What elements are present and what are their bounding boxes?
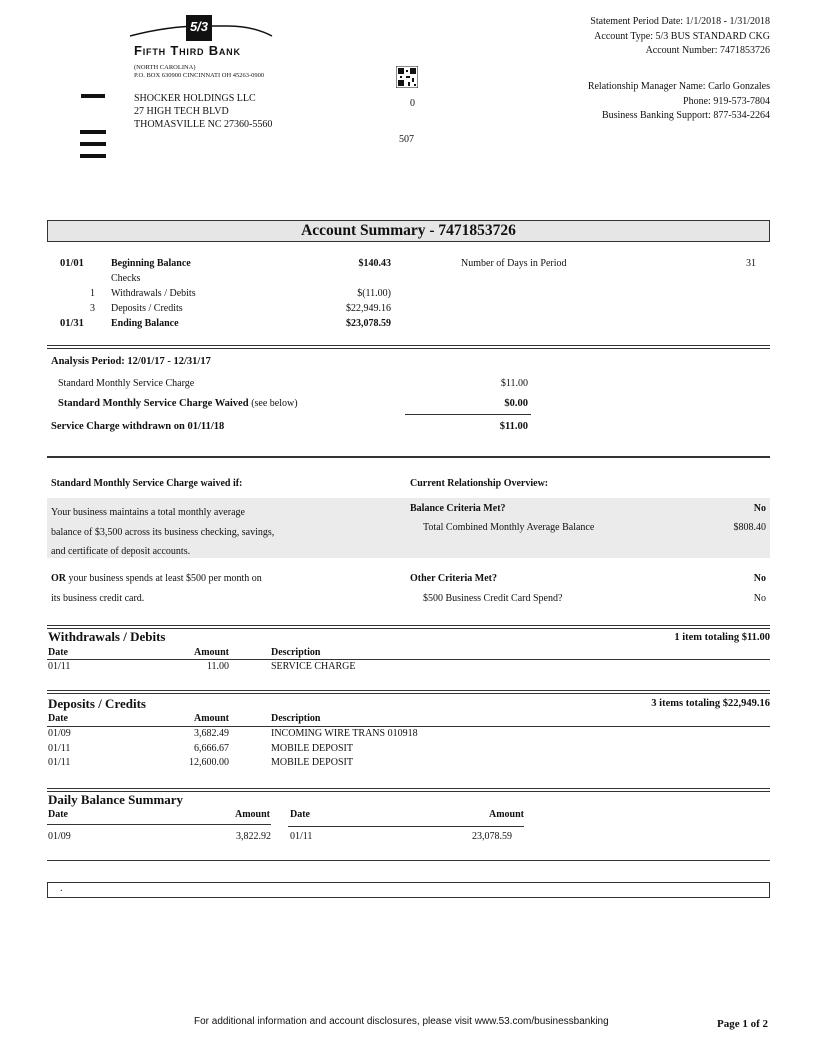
subtotal-rule bbox=[405, 414, 531, 415]
postal-mark bbox=[80, 130, 106, 134]
divider bbox=[47, 860, 770, 861]
spend-value: No bbox=[753, 593, 766, 604]
relationship-manager: Relationship Manager Name: Carlo Gonzales bbox=[587, 81, 770, 92]
address-line-1: SHOCKER HOLDINGS LLC bbox=[134, 93, 256, 104]
deposits-amount-header: Amount bbox=[193, 713, 229, 724]
daily-date-header-1: Date bbox=[48, 809, 68, 820]
deposits-total: 3 items totaling $22,949.16 bbox=[651, 698, 770, 709]
summary-label: Withdrawals / Debits bbox=[111, 288, 196, 299]
criteria-text-1-line-3: and certificate of deposit accounts. bbox=[51, 546, 191, 557]
service-charge-label: Standard Monthly Service Charge bbox=[58, 378, 195, 389]
deposit-date: 01/11 bbox=[48, 742, 71, 754]
daily-amount-header-1: Amount bbox=[234, 809, 270, 820]
relationship-info bbox=[588, 80, 770, 124]
bank-po-box: P.O. BOX 630900 CINCINNATI OH 45263-0900 bbox=[134, 72, 265, 79]
days-label: Number of Days in Period bbox=[461, 258, 567, 269]
note-box-text: . bbox=[60, 883, 63, 894]
withdrawn-label: Service Charge withdrawn on 01/11/18 bbox=[51, 421, 225, 432]
address-line-3: THOMASVILLE NC 27360-5560 bbox=[134, 119, 273, 130]
deposit-date: 01/09 bbox=[48, 728, 71, 739]
code-a: 0 bbox=[410, 98, 415, 109]
waived-row bbox=[58, 398, 298, 409]
balance-criteria-value: No bbox=[753, 503, 766, 514]
summary-label: Deposits / Credits bbox=[111, 303, 183, 314]
summary-date: 01/31 bbox=[60, 318, 84, 329]
summary-label: Beginning Balance bbox=[111, 258, 191, 269]
service-charge-amount: $11.00 bbox=[500, 378, 528, 389]
deposits-date-header: Date bbox=[48, 713, 68, 724]
daily-date-header-2: Date bbox=[290, 809, 310, 820]
account-summary-title: Account Summary - 7471853726 bbox=[301, 222, 516, 239]
criteria-text-1 bbox=[51, 503, 274, 562]
bank-state: (NORTH CAROLINA) bbox=[134, 64, 196, 71]
criteria-text-2-line-1 bbox=[51, 573, 262, 584]
withdrawals-description-header: Description bbox=[271, 647, 321, 658]
summary-label: Checks bbox=[111, 273, 141, 284]
table-header-rule bbox=[47, 659, 770, 660]
other-criteria-label: Other Criteria Met? bbox=[410, 573, 497, 584]
daily-amount-2: 23,078.59 bbox=[472, 831, 512, 842]
statement-period: Statement Period Date: 1/1/2018 - 1/31/2018 bbox=[590, 16, 770, 27]
analysis-period: Analysis Period: 12/01/17 - 12/31/17 bbox=[51, 356, 211, 367]
summary-count: 1 bbox=[90, 288, 95, 299]
footer-text: For additional information and account disclosures, please visit www.53.com/businessbanking bbox=[194, 1016, 609, 1027]
criteria-text-2-line-2: its business credit card. bbox=[51, 593, 145, 604]
deposit-amount: 6,666.67 bbox=[194, 742, 229, 754]
deposits-description-header: Description bbox=[271, 713, 321, 724]
summary-amount: $140.43 bbox=[358, 258, 391, 269]
deposit-description: INCOMING WIRE TRANS 010918 bbox=[271, 728, 418, 739]
waived-note: (see below) bbox=[251, 398, 298, 409]
daily-amount-1: 3,822.92 bbox=[236, 831, 271, 842]
withdrawals-title: Withdrawals / Debits bbox=[48, 629, 166, 644]
spend-label: $500 Business Credit Card Spend? bbox=[423, 593, 563, 604]
daily-header-rule bbox=[288, 826, 524, 827]
daily-date-1: 01/09 bbox=[48, 831, 71, 842]
combined-balance-label: Total Combined Monthly Average Balance bbox=[423, 522, 595, 533]
summary-amount: $22,949.16 bbox=[346, 303, 391, 314]
account-number: Account Number: 7471853726 bbox=[645, 45, 770, 56]
criteria-text-1-line-1: Your business maintains a total monthly average bbox=[51, 507, 245, 518]
withdrawals-total: 1 item totaling $11.00 bbox=[674, 632, 770, 643]
address-line-2: 27 HIGH TECH BLVD bbox=[134, 106, 229, 117]
other-criteria-value: No bbox=[753, 573, 766, 584]
criteria-text-2-rest: your business spends at least $500 per month on bbox=[66, 573, 262, 584]
divider bbox=[47, 456, 770, 458]
withdrawal-description: SERVICE CHARGE bbox=[271, 661, 356, 672]
withdrawn-amount: $11.00 bbox=[499, 421, 528, 432]
deposits-title: Deposits / Credits bbox=[48, 696, 146, 711]
manager-phone: Phone: 919-573-7804 bbox=[683, 95, 770, 107]
daily-header-rule bbox=[47, 824, 271, 825]
divider bbox=[47, 345, 770, 349]
daily-amount-header-2: Amount bbox=[488, 809, 524, 820]
account-summary-banner bbox=[47, 220, 770, 242]
deposit-amount: 12,600.00 bbox=[189, 757, 229, 768]
postal-mark bbox=[80, 142, 106, 146]
logo-mark: 5/3 bbox=[189, 19, 209, 34]
or-word: OR bbox=[51, 573, 66, 584]
bank-name: Fifth Third Bank bbox=[134, 43, 241, 58]
customer-address bbox=[134, 92, 272, 131]
withdrawals-amount-header: Amount bbox=[193, 647, 229, 658]
deposit-description: MOBILE DEPOSIT bbox=[271, 742, 353, 754]
waiver-heading: Standard Monthly Service Charge waived if: bbox=[51, 478, 243, 489]
waived-amount: $0.00 bbox=[504, 398, 528, 409]
page-number: Page 1 of 2 bbox=[716, 1018, 768, 1030]
days-value: 31 bbox=[746, 258, 756, 269]
summary-count: 3 bbox=[90, 303, 95, 314]
deposit-amount: 3,682.49 bbox=[194, 728, 229, 739]
withdrawal-date: 01/11 bbox=[48, 661, 71, 672]
postal-mark bbox=[81, 94, 105, 98]
withdrawals-date-header: Date bbox=[48, 647, 68, 658]
overview-heading: Current Relationship Overview: bbox=[410, 478, 549, 489]
code-b: 507 bbox=[399, 134, 414, 145]
qr-code-icon bbox=[396, 66, 418, 88]
summary-label: Ending Balance bbox=[111, 318, 179, 329]
summary-amount: $23,078.59 bbox=[346, 318, 391, 329]
table-header-rule bbox=[47, 726, 770, 727]
support-phone: Business Banking Support: 877-534-2264 bbox=[601, 110, 770, 121]
summary-date: 01/01 bbox=[60, 258, 84, 269]
deposit-date: 01/11 bbox=[48, 757, 71, 768]
balance-criteria-label: Balance Criteria Met? bbox=[410, 503, 506, 514]
statement-info bbox=[590, 15, 770, 59]
daily-balance-title: Daily Balance Summary bbox=[48, 792, 184, 807]
withdrawal-amount: 11.00 bbox=[206, 661, 229, 672]
criteria-text-1-line-2: balance of $3,500 across its business checking, savings, bbox=[51, 526, 275, 538]
daily-date-2: 01/11 bbox=[290, 831, 313, 842]
combined-balance-value: $808.40 bbox=[733, 522, 766, 533]
postal-mark bbox=[80, 154, 106, 158]
divider bbox=[47, 690, 770, 694]
account-type: Account Type: 5/3 BUS STANDARD CKG bbox=[594, 30, 770, 42]
deposit-description: MOBILE DEPOSIT bbox=[271, 757, 353, 768]
note-box bbox=[47, 882, 770, 898]
summary-amount: $(11.00) bbox=[357, 288, 391, 299]
waived-label: Standard Monthly Service Charge Waived bbox=[58, 398, 249, 409]
